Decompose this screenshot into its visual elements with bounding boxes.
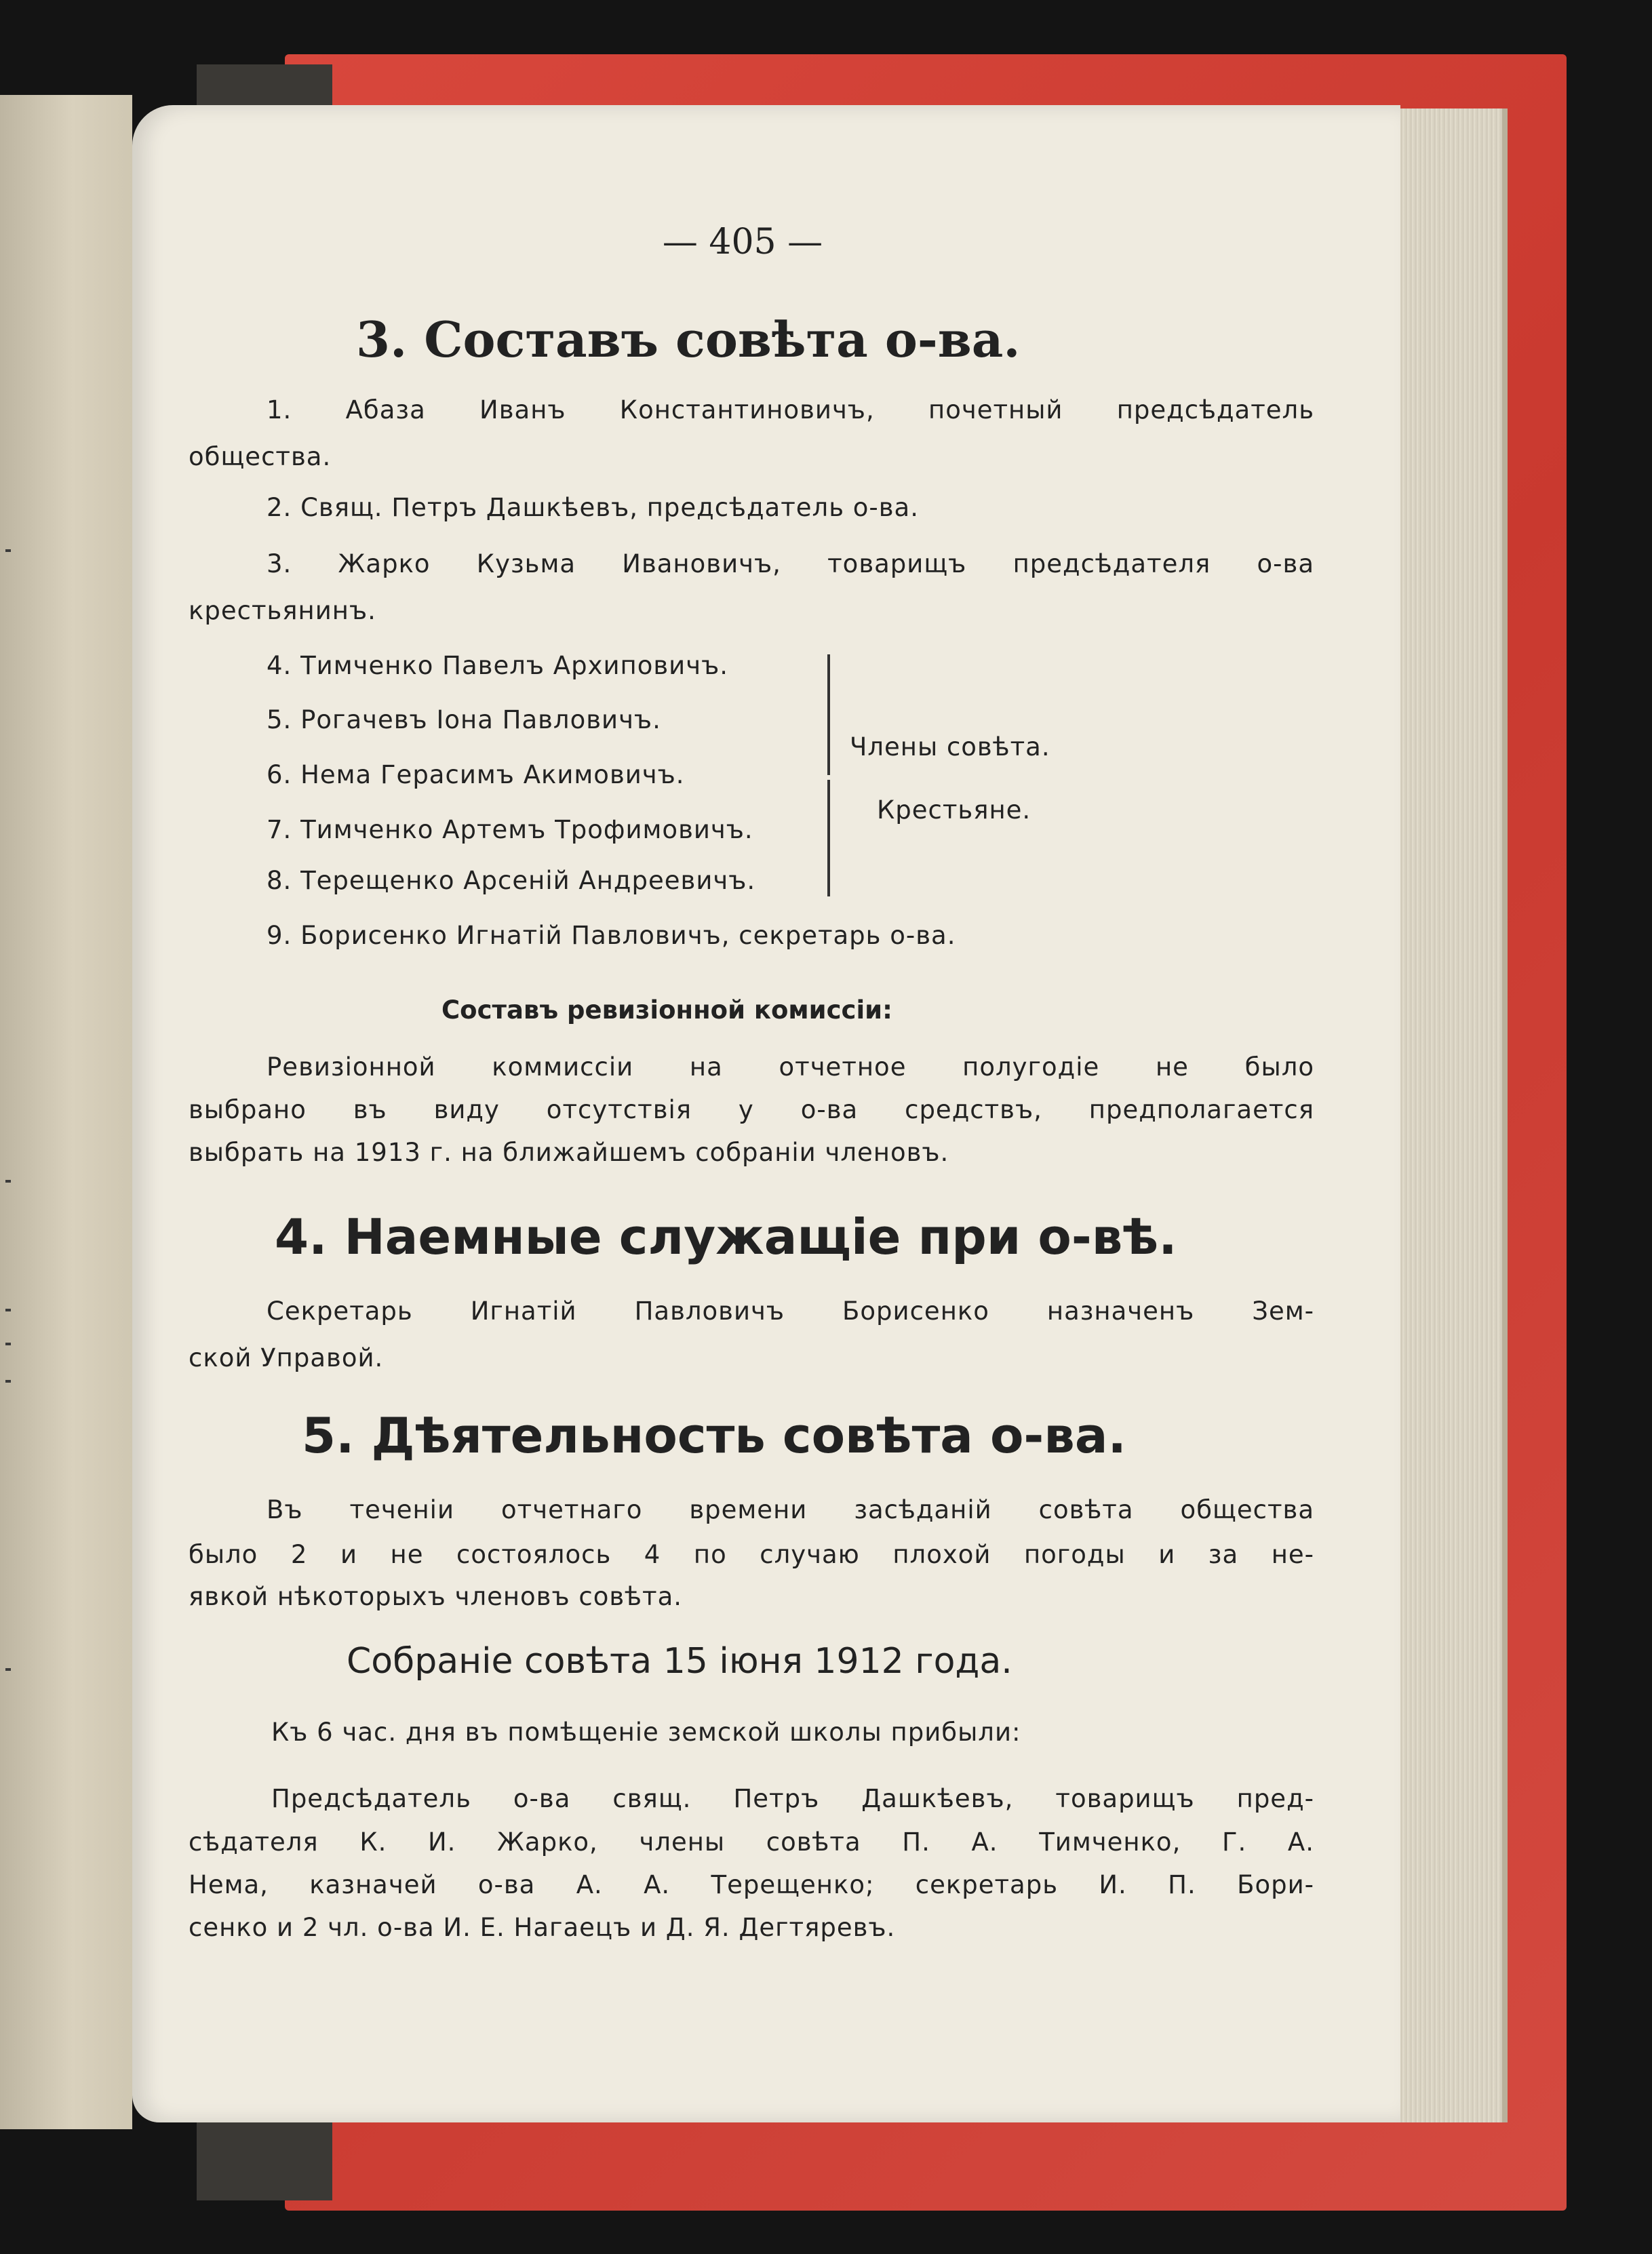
revision-line: Ревизіонной коммиссіи на отчетное полугодіе не было — [267, 1052, 1314, 1082]
member-line: 2. Свящ. Петръ Дашкѣевъ, предсѣдатель о-ва. — [267, 493, 919, 522]
left-page-mark — [5, 1309, 11, 1311]
member-line: крестьянинъ. — [189, 596, 376, 625]
member-line: 8. Терещенко Арсеній Андреевичъ. — [267, 866, 756, 895]
bracket-upper — [814, 654, 830, 775]
left-page-mark — [5, 1380, 11, 1383]
member-line: 6. Нема Герасимъ Акимовичъ. — [267, 760, 685, 789]
left-page-mark — [5, 549, 11, 552]
revision-line: выбрать на 1913 г. на ближайшемъ собраніи членовъ. — [189, 1138, 949, 1167]
revision-line: выбрано въ виду отсутствія у о-ва средствъ, предполагается — [189, 1095, 1314, 1124]
page-edges — [1390, 108, 1508, 2122]
member-line: общества. — [189, 442, 332, 471]
bracket-lower — [814, 780, 830, 896]
left-page-mark — [5, 1668, 11, 1671]
member-line: 1. Абаза Иванъ Константиновичъ, почетный предсѣдатель — [267, 395, 1314, 424]
left-page-mark — [5, 1180, 11, 1183]
member-line: 4. Тимченко Павелъ Архиповичъ. — [267, 651, 728, 680]
bracket-label-peasants: Крестьяне. — [877, 795, 1031, 825]
member-line: 5. Рогачевъ Іона Павловичъ. — [267, 705, 661, 734]
meeting-line: сенко и 2 чл. о-ва И. Е. Нагаецъ и Д. Я. Дегтяревъ. — [189, 1913, 896, 1942]
section4-line: ской Управой. — [189, 1343, 384, 1372]
meeting-heading: Собраніе совѣта 15 іюня 1912 года. — [347, 1641, 1012, 1682]
section4-heading: 4. Наемные служащіе при о-вѣ. — [275, 1208, 1177, 1265]
member-line: 9. Борисенко Игнатій Павловичъ, секретарь о-ва. — [267, 921, 956, 950]
section5-line: было 2 и не состоялось 4 по случаю плохой погоды и за не- — [189, 1540, 1314, 1569]
meeting-line: Къ 6 час. дня въ помѣщеніе земской школы прибыли: — [271, 1718, 1021, 1747]
bracket-label-members: Члены совѣта. — [850, 732, 1050, 762]
meeting-line: Предсѣдатель о-ва свящ. Петръ Дашкѣевъ, товарищъ пред- — [271, 1784, 1314, 1813]
section5-line: явкой нѣкоторыхъ членовъ совѣта. — [189, 1582, 683, 1611]
left-page-mark — [5, 1343, 11, 1345]
section5-line: Въ теченіи отчетнаго времени засѣданій совѣта общества — [267, 1495, 1314, 1524]
book-page — [132, 105, 1400, 2122]
meeting-line: Нема, казначей о-ва А. А. Терещенко; секретарь И. П. Бори- — [189, 1870, 1314, 1899]
member-line: 7. Тимченко Артемъ Трофимовичъ. — [267, 815, 753, 844]
left-page — [0, 95, 132, 2129]
section5-heading: 5. Дѣятельность совѣта о-ва. — [302, 1407, 1126, 1464]
member-line: 3. Жарко Кузьма Ивановичъ, товарищъ предсѣдателя о-ва — [267, 549, 1314, 578]
page-number: — 405 — — [662, 222, 823, 262]
section4-line: Секретарь Игнатій Павловичъ Борисенко назначенъ Зем- — [267, 1297, 1314, 1326]
section3-heading: 3. Составъ совѣта о-ва. — [356, 311, 1021, 368]
meeting-line: сѣдателя К. И. Жарко, члены совѣта П. А. Тимченко, Г. А. — [189, 1827, 1314, 1857]
revision-heading: Составъ ревизіонной комиссіи: — [441, 995, 892, 1025]
